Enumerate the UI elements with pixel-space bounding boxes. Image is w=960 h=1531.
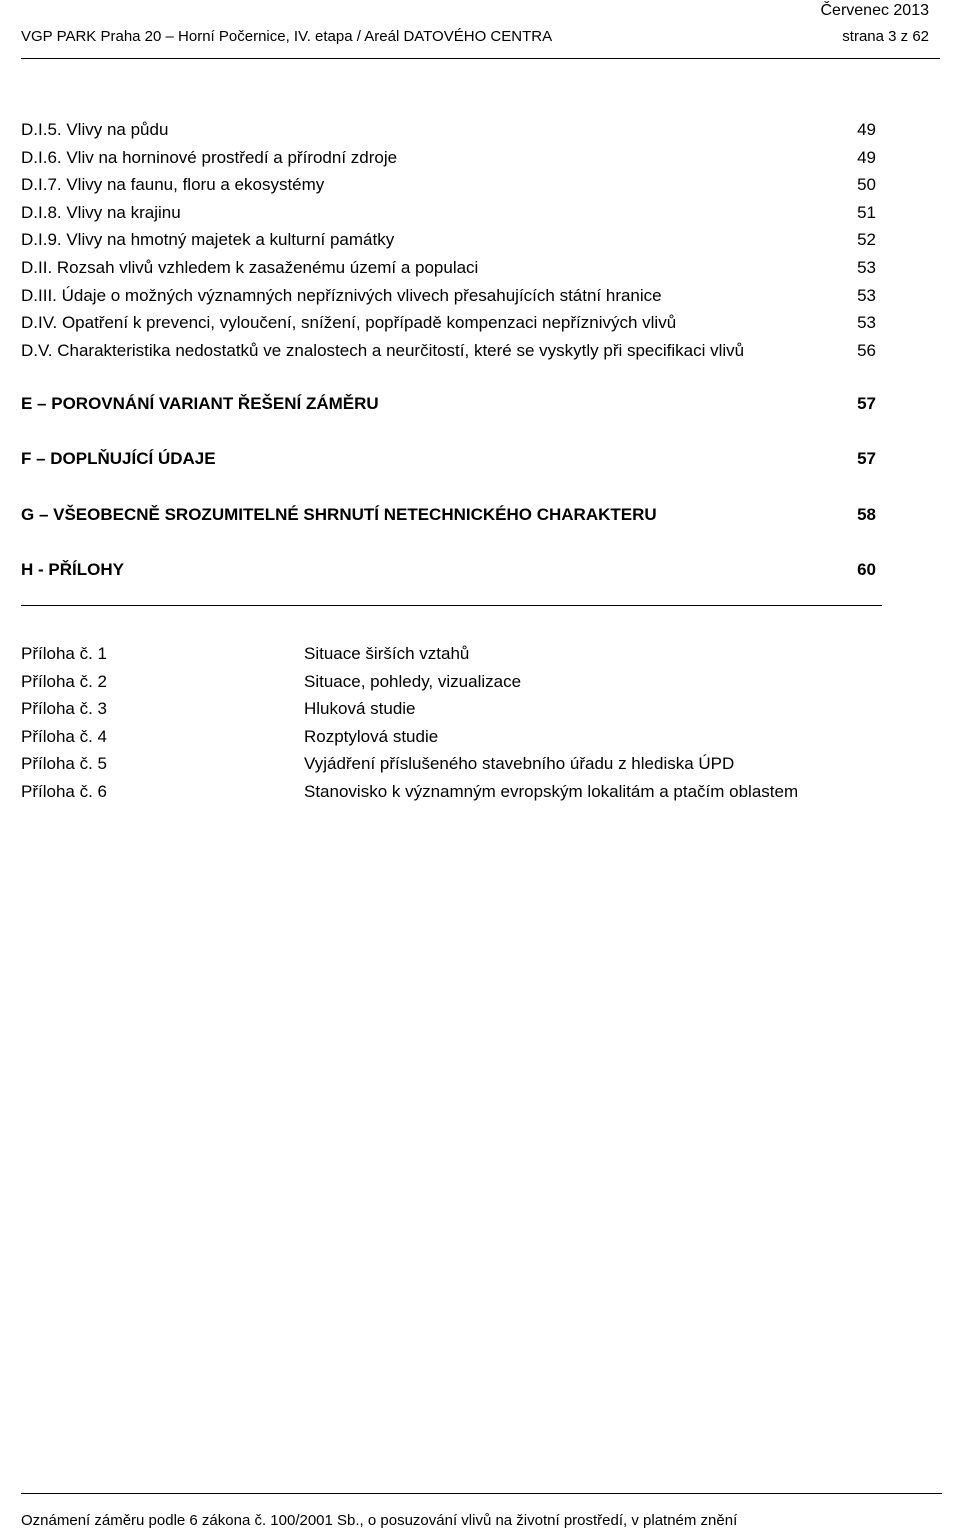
- annex-item: [21, 750, 881, 778]
- toc-entry-label: D.I.6. Vliv na horninové prostředí a přírodní zdroje: [21, 147, 398, 167]
- toc-entry-label: D.V. Charakteristika nedostatků ve znalostech a neurčitostí, které se vyskytly při specifikaci vlivů: [21, 340, 745, 360]
- toc-entry[interactable]: [21, 171, 876, 199]
- toc-entry-page: 50: [857, 175, 876, 195]
- toc-entry-label: D.I.5. Vlivy na půdu: [21, 120, 169, 139]
- toc-section-entry[interactable]: [21, 501, 876, 556]
- header-divider: [21, 58, 940, 59]
- toc-section-label: G – VŠEOBECNĚ SROZUMITELNÉ SHRNUTÍ NETECHNICKÉHO CHARAKTERU: [21, 504, 657, 524]
- toc-entry-page: 53: [857, 285, 876, 305]
- toc-entry[interactable]: [21, 337, 876, 365]
- page-footer: Oznámení záměru podle 6 zákona č. 100/2001 Sb., o posuzování vlivů na životní prostředí, v platném znění: [21, 1512, 738, 1529]
- annex-list: [21, 640, 881, 806]
- toc-entry[interactable]: [21, 116, 876, 144]
- annex-item: [21, 668, 881, 696]
- annex-title: Vyjádření příslušeného stavebního úřadu z hlediska ÚPD: [304, 754, 735, 774]
- toc-section-entry[interactable]: [21, 445, 876, 500]
- annex-item: [21, 695, 881, 723]
- toc-entry[interactable]: [21, 199, 876, 227]
- toc-section-entry[interactable]: [21, 390, 876, 445]
- toc-section-label: H - PŘÍLOHY: [21, 559, 124, 579]
- table-of-contents: [21, 116, 876, 364]
- toc-entry-page: 51: [857, 202, 876, 222]
- annex-label: Příloha č. 2: [21, 671, 107, 691]
- toc-section-entry[interactable]: [21, 556, 876, 611]
- toc-entry-page: 53: [857, 313, 876, 333]
- annex-title: Rozptylová studie: [304, 726, 439, 746]
- page-header: [21, 27, 929, 49]
- annex-label: Příloha č. 6: [21, 781, 107, 801]
- annex-title: Situace širších vztahů: [304, 644, 470, 663]
- toc-entry-label: D.III. Údaje o možných významných nepříznivých vlivech přesahujících státní hranice: [21, 285, 662, 305]
- toc-section-label: E – POROVNÁNÍ VARIANT ŘEŠENÍ ZÁMĚRU: [21, 394, 379, 413]
- toc-entry-label: D.II. Rozsah vlivů vzhledem k zasaženému území a populaci: [21, 257, 479, 277]
- toc-entry[interactable]: [21, 144, 876, 172]
- toc-entry-page: 52: [857, 230, 876, 250]
- annex-label: Příloha č. 4: [21, 726, 107, 746]
- toc-entry[interactable]: [21, 254, 876, 282]
- annex-label: Příloha č. 3: [21, 699, 107, 719]
- toc-entry[interactable]: [21, 282, 876, 310]
- toc-section-page: 57: [857, 449, 876, 469]
- annex-label: Příloha č. 5: [21, 754, 107, 774]
- annex-item: [21, 778, 881, 806]
- annex-label: Příloha č. 1: [21, 644, 107, 663]
- toc-section-page: 57: [857, 394, 876, 413]
- toc-entry-page: 49: [857, 147, 876, 167]
- section-divider: [21, 605, 882, 606]
- header-date: Červenec 2013: [820, 2, 929, 19]
- toc-entry[interactable]: [21, 226, 876, 254]
- toc-main-sections: [21, 390, 876, 611]
- toc-entry-page: 56: [857, 340, 876, 360]
- toc-section-page: 58: [857, 504, 876, 524]
- toc-entry-label: D.I.8. Vlivy na krajinu: [21, 202, 181, 222]
- annex-item: [21, 640, 881, 668]
- header-project-title: VGP PARK Praha 20 – Horní Počernice, IV. etapa / Areál DATOVÉHO CENTRA: [21, 28, 553, 45]
- annex-title: Situace, pohledy, vizualizace: [304, 671, 522, 691]
- toc-entry-page: 49: [857, 120, 876, 139]
- annex-title: Stanovisko k významným evropským lokalitám a ptačím oblastem: [304, 781, 799, 801]
- toc-entry-label: D.I.9. Vlivy na hmotný majetek a kulturní památky: [21, 230, 395, 250]
- footer-divider: [21, 1493, 942, 1494]
- annex-title: Hluková studie: [304, 699, 416, 719]
- annex-item: [21, 723, 881, 751]
- header-page-number: strana 3 z 62: [842, 28, 929, 45]
- toc-entry-page: 53: [857, 257, 876, 277]
- toc-entry-label: D.I.7. Vlivy na faunu, floru a ekosystémy: [21, 175, 325, 195]
- toc-entry[interactable]: [21, 309, 876, 337]
- toc-entry-label: D.IV. Opatření k prevenci, vyloučení, snížení, popřípadě kompenzaci nepříznivých vlivů: [21, 313, 677, 333]
- toc-section-label: F – DOPLŇUJÍCÍ ÚDAJE: [21, 449, 216, 469]
- toc-section-page: 60: [857, 559, 876, 579]
